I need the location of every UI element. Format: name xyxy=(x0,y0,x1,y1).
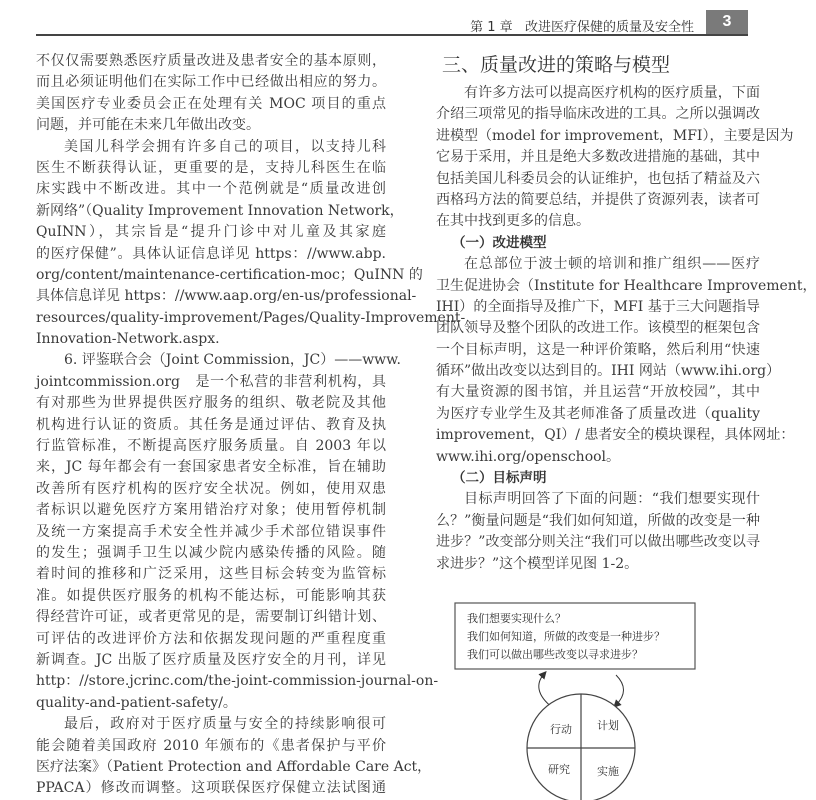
text-line: 着时间的推移和广泛采用，这些目标会转变为监管标 xyxy=(36,566,386,583)
subsection-title-goal: （二）目标声明 xyxy=(452,470,547,487)
text-line: resources/quality-improvement/Pages/Quality-Improvement- xyxy=(36,309,466,326)
quadrant-plan: 计划 xyxy=(597,719,619,732)
text-line: 6. 评鉴联合会（Joint Commission，JC）——www. xyxy=(64,352,401,369)
text-line: 美国儿科学会拥有许多自己的项目，以支持儿科 xyxy=(64,138,386,155)
text-line: 改善所有医疗机构的医疗安全状况。例如，使用双患 xyxy=(36,480,386,497)
chapter-title: 第 1 章 改进医疗保健的质量及安全性 xyxy=(470,20,694,35)
section-title: 三、质量改进的策略与模型 xyxy=(442,54,671,76)
text-line: 它易于采用，并且是绝大多数改进措施的基础，其中 xyxy=(436,149,760,166)
text-line: www.ihi.org/openschool。 xyxy=(436,448,621,465)
text-line: 么？”衡量问题是“我们如何知道，所做的改变是一种 xyxy=(436,512,760,529)
text-line: 医生不断获得认证，更重要的是，支持儿科医生在临 xyxy=(36,159,386,176)
text-line: 有对那些为世界提供医疗服务的组织、敬老院及其他 xyxy=(36,395,386,412)
page-header xyxy=(36,14,748,36)
question-3: 我们可以做出哪些改变以寻求进步？ xyxy=(467,648,643,661)
question-2: 我们如何知道，所做的改变是一种进步？ xyxy=(467,630,665,643)
text-line: 目标声明回答了下面的问题：“我们想要实现什 xyxy=(464,491,760,508)
text-line: 卫生促进协会（Institute for Healthcare Improvement， xyxy=(436,277,816,294)
text-line: 的发生；强调手卫生以减少院内感染传播的风险。随 xyxy=(36,544,386,561)
model-paragraph xyxy=(436,254,816,468)
text-line: 在总部位于波士顿的培训和推广组织——医疗 xyxy=(464,256,760,273)
text-line: 行监管标准，不断提高医疗服务质量。自 2003 年以 xyxy=(36,438,386,455)
text-line: 循环”做出改变以达到目的。IHI 网站（www.ihi.org） xyxy=(436,363,781,380)
intro-paragraph xyxy=(436,83,794,233)
left-column xyxy=(36,51,466,800)
text-line: PPACA）修改而调整。这项联保医疗保健立法试图通 xyxy=(36,780,386,797)
paragraph xyxy=(36,714,432,800)
quadrant-study: 研究 xyxy=(548,763,570,776)
text-line: 来，JC 每年都会有一套国家患者安全标准，旨在辅助 xyxy=(36,459,386,476)
text-line: 者标识以避免医疗方案用错治疗对象；使用暂停机制 xyxy=(36,502,386,519)
text-line: 美国医疗专业委员会正在处理有关 MOC 项目的重点 xyxy=(36,95,386,112)
text-line: 及统一方案提高手术安全性并减少手术部位错误事件 xyxy=(36,523,386,540)
text-line: 得经营许可证，或者更常见的是，需要制订纠错计划、 xyxy=(36,609,386,626)
quadrant-do: 实施 xyxy=(597,765,619,778)
question-1: 我们想要实现什么？ xyxy=(467,612,566,625)
paragraph xyxy=(36,137,466,351)
text-line: quality-and-patient-safety/。 xyxy=(36,694,237,711)
text-line: 进步？”改变部分则关注“我们可以做出哪些改变以寻 xyxy=(436,534,760,551)
text-line: QuINN），其宗旨是“提升门诊中对儿童及其家庭 xyxy=(36,224,386,241)
text-line: 而且必须证明他们在实际工作中已经做出相应的努力。 xyxy=(36,74,386,91)
text-line: org/content/maintenance-certification-moc；QuINN 的 xyxy=(36,266,423,283)
text-line: 的医疗保健”。具体认证信息详见 https：//www.abp. xyxy=(36,245,386,262)
text-line: 西格玛方法的简要总结，并提供了资源列表，读者可 xyxy=(436,191,760,208)
text-line: improvement，QI）/ 患者安全的模块课程，具体网址： xyxy=(436,427,795,444)
subsection-title-model: （一）改进模型 xyxy=(452,234,547,251)
text-line: 在其中找到更多的信息。 xyxy=(436,213,590,230)
text-line: 不仅仅需要熟悉医疗质量改进及患者安全的基本原则， xyxy=(36,53,386,69)
text-line: http：//store.jcrinc.com/the-joint-commission-journal-on- xyxy=(36,673,439,690)
goal-paragraph xyxy=(436,489,760,575)
text-line: 问题，并可能在未来几年做出改变。 xyxy=(36,117,260,134)
page-number: 3 xyxy=(706,10,748,34)
text-line: 团队领导及整个团队的改进工作。该模型的框架包含 xyxy=(436,320,760,337)
right-column xyxy=(436,51,816,575)
text-line: 有许多方法可以提高医疗机构的医疗质量，下面 xyxy=(464,85,760,101)
text-line: jointcommission.org 是一个私营的非营利机构，具 xyxy=(36,373,386,390)
paragraph xyxy=(36,51,386,137)
quadrant-act: 行动 xyxy=(550,723,572,736)
text-line: IHI）的全面指导及推广下，MFI 基于三大问题指导 xyxy=(436,298,760,315)
text-line: 进模型（model for improvement，MFI），主要是因为 xyxy=(436,127,794,144)
text-line: 有大量资源的图书馆，并且运营“开放校园”，其中 xyxy=(436,384,760,401)
text-line: 医疗法案》（Patient Protection and Affordable Care Act， xyxy=(36,758,432,775)
text-line: 新网络”（Quality Improvement Innovation Network， xyxy=(36,202,404,219)
text-line: 具体信息详见 https：//www.aap.org/en-us/professional- xyxy=(36,288,417,305)
text-line: 包括美国儿科委员会的认证维护，也包括了精益及六 xyxy=(436,170,760,187)
text-line: 能会随着美国政府 2010 年颁布的《患者保护与平价 xyxy=(36,737,386,754)
text-line: 机构进行认证的资质。其任务是通过评估、教育及执 xyxy=(36,416,386,433)
text-line: Innovation-Network.aspx. xyxy=(36,331,220,348)
text-line: 求进步？”这个模型详见图 1-2。 xyxy=(436,555,639,572)
text-line: 可评估的改进评价方法和依据发现问题的严重程度重 xyxy=(36,630,386,647)
text-line: 为医疗专业学生及其老师准备了质量改进（quality xyxy=(436,405,760,422)
text-line: 最后，政府对于医疗质量与安全的持续影响很可 xyxy=(64,716,386,733)
pdsa-model-figure xyxy=(448,595,708,800)
text-line: 床实践中不断改进。其中一个范例就是“质量改进创 xyxy=(36,181,386,198)
text-line: 介绍三项常见的指导临床改进的工具。之所以强调改 xyxy=(436,106,760,123)
arrow-down-icon xyxy=(616,675,624,705)
text-line: 新调查。JC 出版了医疗质量及医疗安全的月刊，详见 xyxy=(36,651,386,668)
text-line: 一个目标声明，这是一种评价策略，然后利用“快速 xyxy=(436,341,760,358)
paragraph xyxy=(36,350,439,714)
text-line: 准。如提供医疗服务的机构不能达标，可能影响其获 xyxy=(36,587,386,604)
